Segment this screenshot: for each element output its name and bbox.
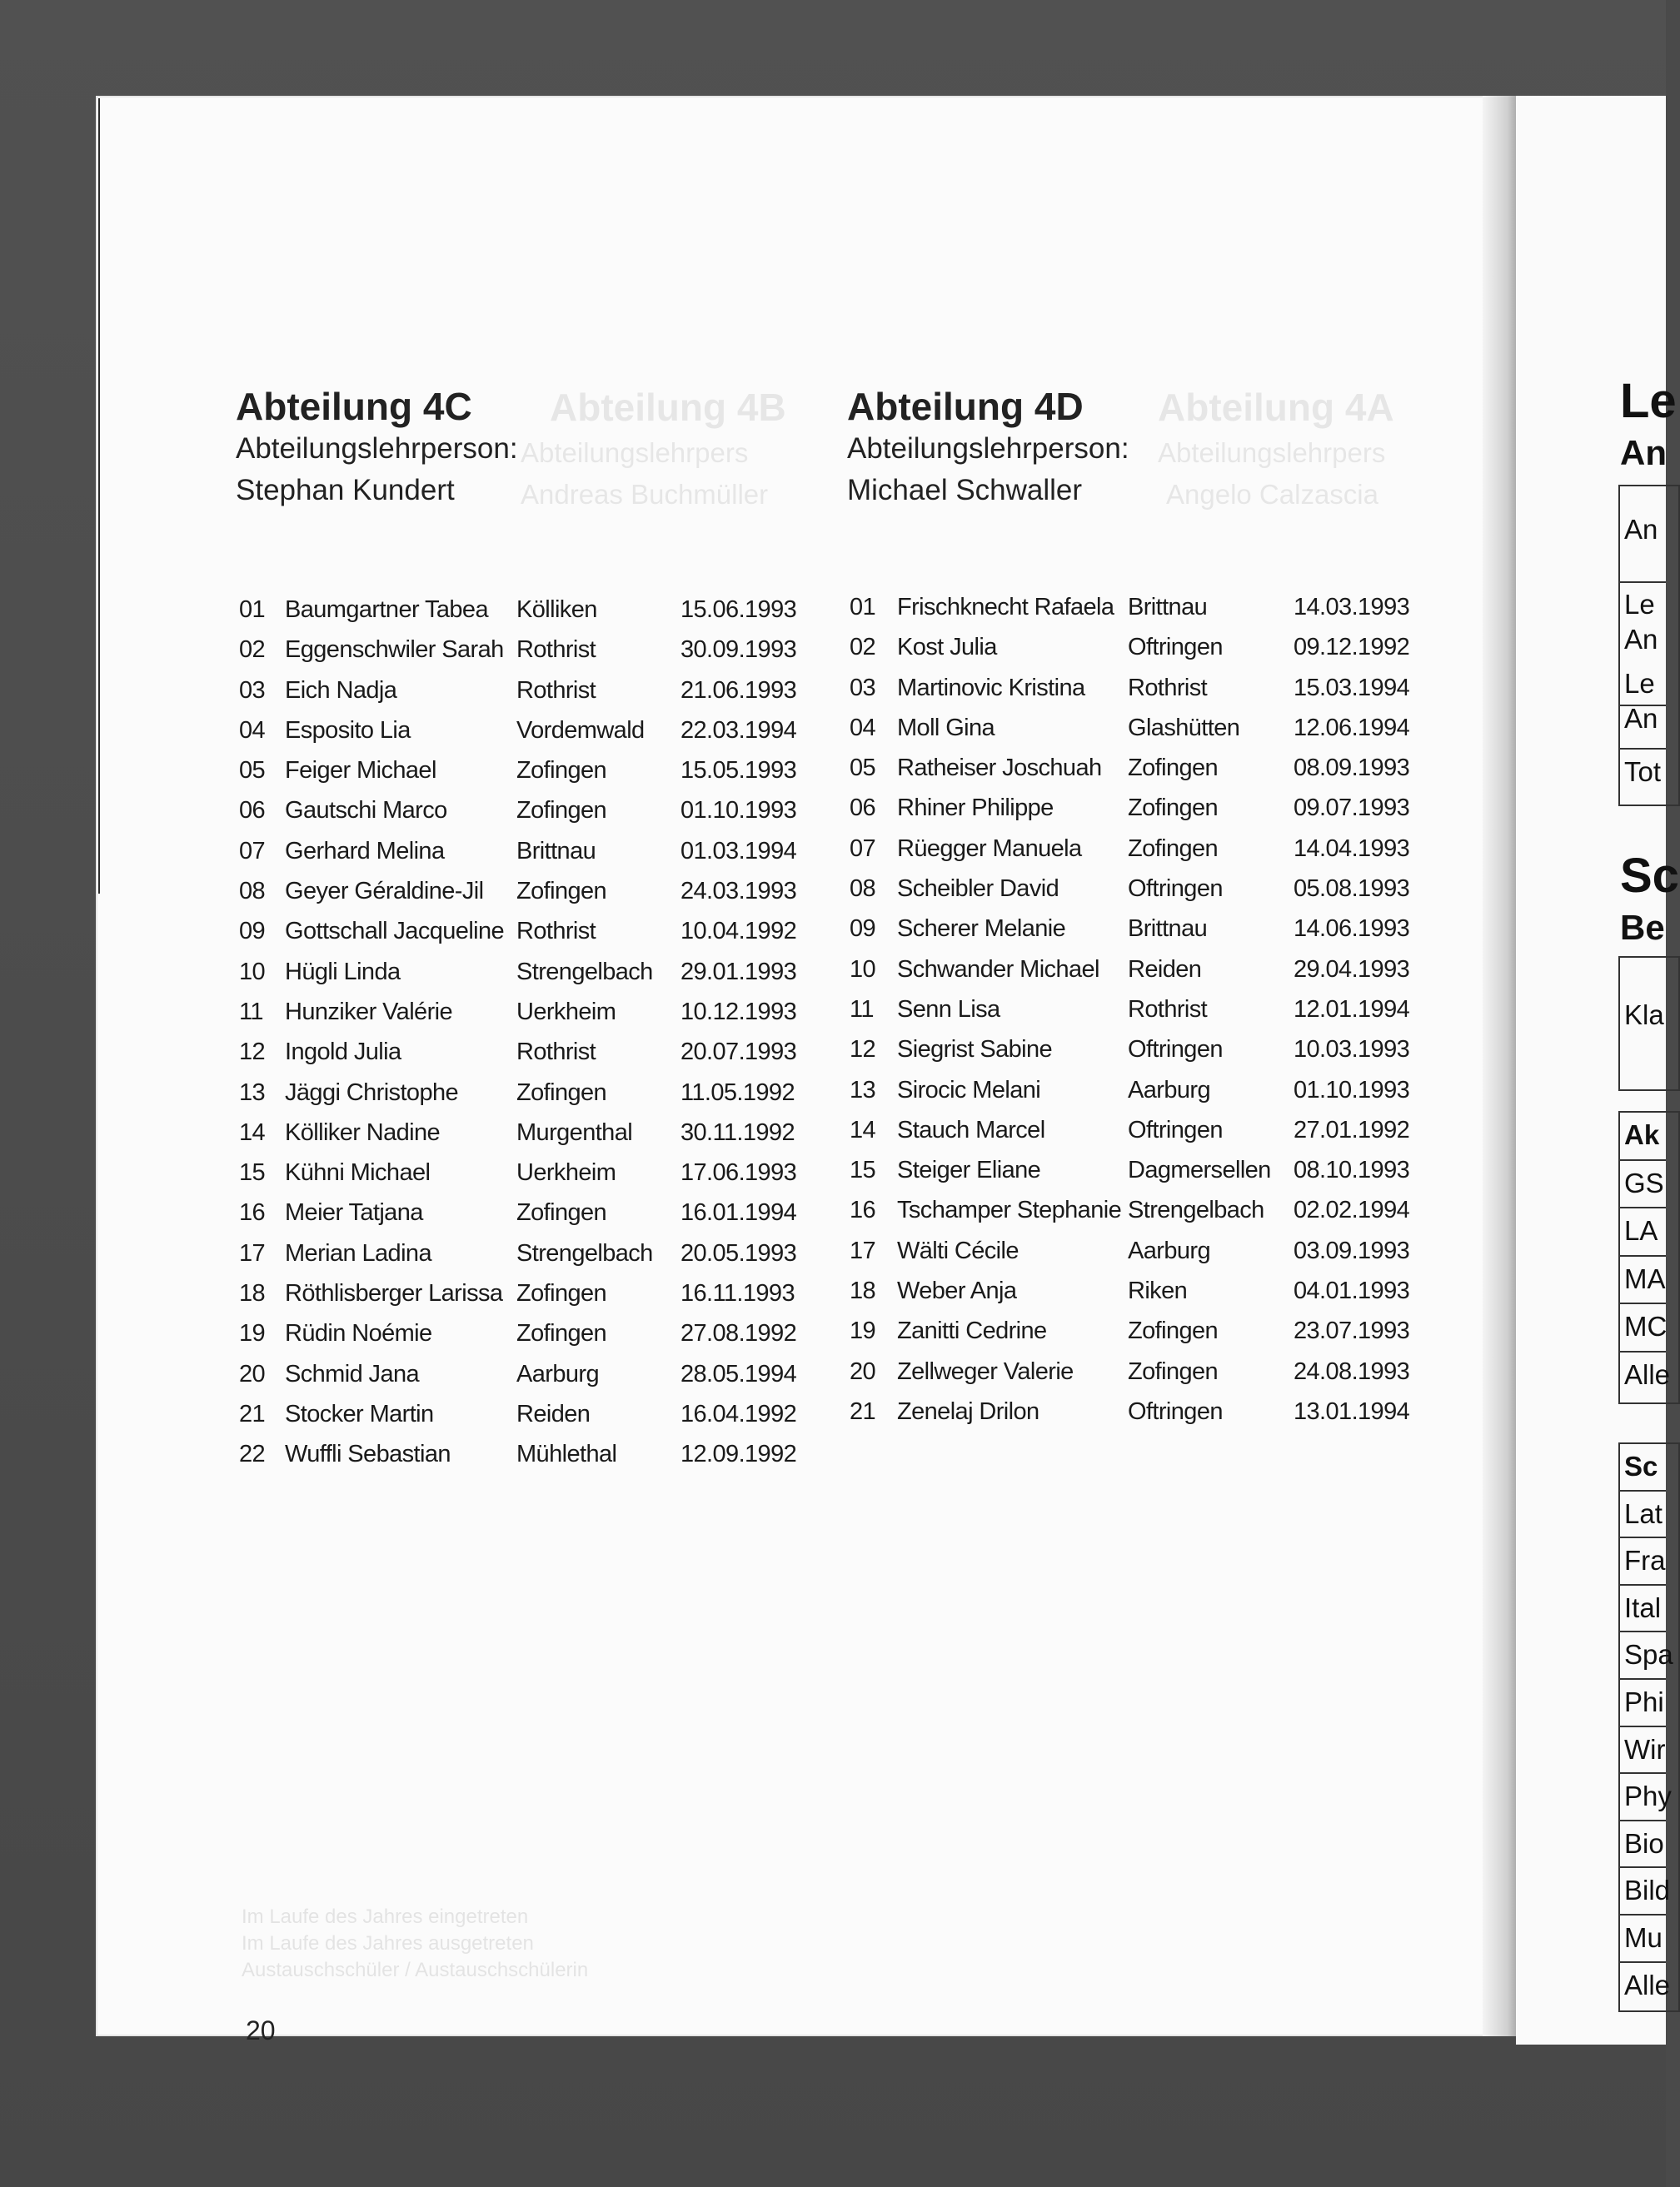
- student-name: Hunziker Valérie: [285, 998, 453, 1025]
- student-birthdate: 03.09.1993: [1294, 1237, 1410, 1264]
- student-birthdate: 14.04.1993: [1294, 834, 1410, 862]
- student-birthdate: 13.01.1994: [1294, 1397, 1410, 1425]
- student-place: Zofingen: [1128, 795, 1219, 822]
- student-name: Senn Lisa: [897, 995, 1000, 1023]
- student-name: Hügli Linda: [285, 958, 401, 985]
- section-4d-header: [847, 385, 1129, 511]
- student-birthdate: 02.02.1994: [1294, 1197, 1410, 1224]
- bleed-title-4a: Abteilung 4A: [1158, 386, 1394, 429]
- student-place: Zofingen: [1128, 1318, 1219, 1345]
- student-name: Wuffli Sebastian: [285, 1441, 451, 1468]
- student-birthdate: 14.03.1993: [1294, 594, 1410, 620]
- right-table-cell: Alle: [1624, 1969, 1671, 2000]
- student-birthdate: 01.10.1993: [680, 797, 797, 824]
- student-name: Gautschi Marco: [285, 797, 447, 824]
- student-row: [239, 1079, 805, 1119]
- right-table-cell: Phi: [1624, 1686, 1664, 1717]
- student-row: [850, 1157, 1433, 1197]
- right-table-divider: [1620, 1159, 1666, 1161]
- student-place: Zofingen: [1128, 755, 1219, 782]
- right-heading-2: An: [1620, 433, 1667, 472]
- student-birthdate: 27.08.1992: [680, 1320, 797, 1348]
- student-number: 02: [850, 634, 876, 661]
- student-birthdate: 16.01.1994: [680, 1199, 797, 1227]
- student-place: Uerkheim: [516, 998, 616, 1025]
- student-number: 18: [239, 1280, 266, 1308]
- student-row: [239, 1240, 805, 1280]
- page-number: 20: [246, 2015, 276, 2045]
- right-table-divider: [1620, 1255, 1666, 1257]
- student-birthdate: 04.01.1993: [1294, 1278, 1410, 1305]
- student-birthdate: 29.01.1993: [680, 958, 797, 985]
- student-birthdate: 09.12.1992: [1294, 634, 1410, 661]
- section-4d-teacher-name: Michael Schwaller: [847, 474, 1083, 506]
- bleed-footnote-3: Austauschschüler / Austauschschülerin: [242, 1959, 589, 1981]
- student-row: [239, 596, 805, 636]
- right-table-divider: [1620, 1866, 1666, 1868]
- student-birthdate: 05.08.1993: [1294, 875, 1410, 903]
- section-4c-title: Abteilung 4C: [236, 385, 472, 428]
- student-name: Zellweger Valerie: [897, 1358, 1074, 1385]
- right-table-cell: Wir: [1624, 1733, 1666, 1765]
- student-place: Kölliken: [516, 596, 597, 623]
- right-heading-1: Le: [1620, 374, 1677, 428]
- right-table-divider: [1620, 1584, 1666, 1586]
- right-table-1-cell: Le An: [1624, 589, 1658, 655]
- section-4c-teacher-label: Abteilungslehrperson:: [236, 432, 518, 465]
- student-place: Mühlethal: [516, 1441, 617, 1468]
- student-row: [850, 634, 1433, 674]
- student-birthdate: 11.05.1992: [680, 1079, 795, 1106]
- student-name: Gerhard Melina: [285, 837, 445, 864]
- student-place: Zofingen: [516, 1280, 607, 1308]
- student-name: Esposito Lia: [285, 716, 411, 744]
- student-number: 21: [850, 1397, 876, 1425]
- student-number: 13: [850, 1076, 876, 1103]
- student-number: 07: [239, 837, 266, 864]
- student-number: 19: [239, 1320, 266, 1348]
- student-name: Ingold Julia: [285, 1039, 401, 1066]
- student-number: 10: [850, 955, 876, 983]
- student-name: Eggenschwiler Sarah: [285, 636, 504, 664]
- student-name: Zenelaj Drilon: [897, 1397, 1039, 1425]
- bleed-sub-4b: Abteilungslehrpers: [521, 437, 749, 468]
- student-row: [239, 797, 805, 837]
- student-birthdate: 09.07.1993: [1294, 795, 1410, 822]
- student-name: Gottschall Jacqueline: [285, 918, 505, 945]
- student-number: 19: [850, 1318, 876, 1345]
- student-place: Aarburg: [1128, 1237, 1210, 1264]
- student-row: [239, 1280, 805, 1320]
- student-name: Tschamper Stephanie: [897, 1197, 1122, 1224]
- student-birthdate: 10.04.1992: [680, 918, 797, 945]
- right-table-2-cell: Kla: [1624, 999, 1664, 1030]
- student-place: Oftringen: [1128, 634, 1223, 661]
- student-place: Brittnau: [516, 837, 596, 864]
- student-row: [239, 878, 805, 918]
- student-birthdate: 22.03.1994: [680, 716, 797, 744]
- right-table-divider: [1620, 1820, 1666, 1821]
- student-number: 08: [850, 875, 876, 903]
- right-table-divider: [1620, 1303, 1666, 1304]
- student-number: 12: [850, 1036, 876, 1064]
- student-row: [239, 1401, 805, 1441]
- student-place: Rothrist: [1128, 674, 1208, 701]
- right-table-divider: [1620, 1772, 1666, 1774]
- student-name: Jäggi Christophe: [285, 1079, 459, 1106]
- student-birthdate: 30.09.1993: [680, 636, 797, 664]
- student-number: 01: [239, 596, 266, 623]
- right-heading-4: Be: [1620, 908, 1665, 947]
- student-number: 10: [239, 958, 266, 985]
- student-place: Brittnau: [1128, 915, 1208, 943]
- student-place: Aarburg: [1128, 1076, 1210, 1103]
- student-place: Zofingen: [1128, 1358, 1219, 1385]
- right-table-cell: LA: [1624, 1215, 1658, 1246]
- student-row: [239, 1199, 805, 1239]
- student-number: 20: [850, 1358, 876, 1385]
- student-name: Merian Ladina: [285, 1239, 431, 1267]
- student-row: [239, 717, 805, 757]
- right-table-divider: [1620, 1537, 1666, 1538]
- student-place: Zofingen: [1128, 834, 1219, 862]
- right-table-divider: [1620, 1207, 1666, 1208]
- right-table-divider: [1620, 1914, 1666, 1915]
- student-name: Rüegger Manuela: [897, 834, 1082, 862]
- student-name: Wälti Cécile: [897, 1237, 1019, 1264]
- student-place: Riken: [1128, 1278, 1188, 1305]
- student-birthdate: 24.03.1993: [680, 878, 797, 905]
- student-place: Zofingen: [516, 878, 607, 905]
- student-row: [239, 1361, 805, 1401]
- student-number: 03: [239, 676, 266, 704]
- student-birthdate: 16.11.1993: [680, 1280, 795, 1308]
- student-birthdate: 16.04.1992: [680, 1400, 797, 1427]
- student-row: [239, 959, 805, 999]
- student-place: Rothrist: [516, 676, 596, 704]
- student-birthdate: 14.06.1993: [1294, 915, 1410, 943]
- section-4d-teacher-label: Abteilungslehrperson:: [847, 432, 1129, 465]
- student-birthdate: 20.07.1993: [680, 1039, 797, 1066]
- student-number: 09: [850, 915, 876, 943]
- student-place: Rothrist: [516, 918, 596, 945]
- student-birthdate: 08.10.1993: [1294, 1157, 1410, 1184]
- student-number: 20: [239, 1360, 266, 1387]
- student-number: 05: [850, 755, 876, 782]
- page-edge-line: [98, 98, 118, 894]
- student-row: [239, 636, 805, 676]
- student-birthdate: 30.11.1992: [680, 1118, 795, 1146]
- student-list-4c: [239, 596, 805, 1482]
- right-table-1-cell: An: [1624, 514, 1658, 545]
- student-name: Röthlisberger Larissa: [285, 1280, 503, 1308]
- student-place: Zofingen: [516, 1199, 607, 1227]
- student-name: Scherer Melanie: [897, 915, 1066, 943]
- student-row: [850, 1036, 1433, 1076]
- bleed-footnote-1: Im Laufe des Jahres eingetreten: [242, 1906, 529, 1928]
- student-birthdate: 12.06.1994: [1294, 714, 1410, 741]
- right-table-cell: Alle: [1624, 1358, 1671, 1390]
- student-row: [850, 1117, 1433, 1157]
- right-table-cell: GS: [1624, 1167, 1664, 1198]
- student-place: Reiden: [516, 1400, 591, 1427]
- student-place: Rothrist: [1128, 995, 1208, 1023]
- student-name: Baumgartner Tabea: [285, 596, 488, 623]
- student-birthdate: 01.10.1993: [1294, 1076, 1410, 1103]
- student-number: 15: [239, 1159, 266, 1187]
- student-place: Dagmersellen: [1128, 1157, 1271, 1184]
- bleed-name-4b: Andreas Buchmüller: [521, 479, 769, 510]
- right-table-1-cell: Tot: [1624, 756, 1662, 787]
- student-place: Strengelbach: [516, 958, 653, 985]
- student-number: 11: [850, 995, 874, 1023]
- student-birthdate: 29.04.1993: [1294, 955, 1410, 983]
- bleed-footnote-2: Im Laufe des Jahres ausgetreten: [242, 1932, 534, 1955]
- student-place: Vordemwald: [516, 716, 645, 744]
- student-place: Rothrist: [516, 1039, 596, 1066]
- student-name: Martinovic Kristina: [897, 674, 1085, 701]
- right-table-divider: [1620, 1490, 1666, 1492]
- student-number: 13: [239, 1079, 266, 1106]
- student-birthdate: 21.06.1993: [680, 676, 797, 704]
- student-number: 12: [239, 1039, 266, 1066]
- right-table-cell: MC: [1624, 1311, 1668, 1342]
- student-row: [239, 1159, 805, 1199]
- student-number: 05: [239, 757, 266, 785]
- student-place: Zofingen: [516, 1320, 607, 1348]
- student-place: Murgenthal: [516, 1118, 633, 1146]
- student-place: Oftringen: [1128, 1036, 1223, 1064]
- student-birthdate: 01.03.1994: [680, 837, 797, 864]
- student-number: 03: [850, 674, 876, 701]
- student-number: 18: [850, 1278, 876, 1305]
- student-place: Uerkheim: [516, 1159, 616, 1187]
- student-number: 09: [239, 918, 266, 945]
- student-birthdate: 15.05.1993: [680, 757, 797, 785]
- student-name: Steiger Eliane: [897, 1157, 1041, 1184]
- bleed-sub-4a: Abteilungslehrpers: [1158, 437, 1386, 468]
- student-birthdate: 24.08.1993: [1294, 1358, 1410, 1385]
- student-number: 14: [850, 1116, 876, 1143]
- student-row: [850, 1318, 1433, 1358]
- student-row: [239, 999, 805, 1039]
- right-table-cell: Ital: [1624, 1592, 1662, 1623]
- right-table-1-divider: [1620, 581, 1666, 583]
- student-name: Stauch Marcel: [897, 1116, 1045, 1143]
- student-birthdate: 20.05.1993: [680, 1239, 797, 1267]
- student-place: Aarburg: [516, 1360, 599, 1387]
- student-list-4d: [850, 594, 1433, 1438]
- student-name: Rüdin Noémie: [285, 1320, 432, 1348]
- right-table-cell: Sc: [1624, 1451, 1658, 1482]
- student-place: Zofingen: [516, 797, 607, 824]
- student-row: [850, 1358, 1433, 1398]
- student-number: 17: [850, 1237, 876, 1264]
- student-number: 17: [239, 1239, 266, 1267]
- student-row: [239, 757, 805, 797]
- student-number: 14: [239, 1118, 266, 1146]
- student-place: Zofingen: [516, 1079, 607, 1106]
- student-name: Sirocic Melani: [897, 1076, 1041, 1103]
- student-row: [850, 1197, 1433, 1237]
- student-birthdate: 17.06.1993: [680, 1159, 797, 1187]
- student-row: [850, 755, 1433, 795]
- student-birthdate: 12.09.1992: [680, 1441, 797, 1468]
- student-name: Meier Tatjana: [285, 1199, 423, 1227]
- student-place: Reiden: [1128, 955, 1202, 983]
- student-row: [239, 918, 805, 958]
- student-place: Rothrist: [516, 636, 596, 664]
- student-row: [850, 1077, 1433, 1117]
- student-row: [850, 996, 1433, 1036]
- student-name: Ratheiser Joschuah: [897, 755, 1102, 782]
- student-row: [850, 835, 1433, 875]
- student-number: 02: [239, 636, 266, 664]
- student-name: Frischknecht Rafaela: [897, 594, 1114, 620]
- student-row: [850, 875, 1433, 915]
- section-4d-title: Abteilung 4D: [847, 385, 1084, 428]
- student-birthdate: 15.03.1994: [1294, 674, 1410, 701]
- student-row: [239, 1039, 805, 1079]
- student-row: [239, 1119, 805, 1159]
- student-birthdate: 10.12.1993: [680, 998, 797, 1025]
- right-table-divider: [1620, 1351, 1666, 1353]
- student-row: [850, 1398, 1433, 1438]
- student-number: 22: [239, 1441, 266, 1468]
- student-row: [850, 956, 1433, 996]
- student-row: [850, 675, 1433, 715]
- student-name: Eich Nadja: [285, 676, 397, 704]
- student-name: Siegrist Sabine: [897, 1036, 1053, 1064]
- student-name: Kölliker Nadine: [285, 1118, 441, 1146]
- student-number: 04: [850, 714, 876, 741]
- student-row: [850, 915, 1433, 955]
- right-table-cell: MA: [1624, 1263, 1666, 1294]
- student-number: 21: [239, 1400, 266, 1427]
- student-birthdate: 28.05.1994: [680, 1360, 797, 1387]
- right-heading-3: Sc: [1620, 849, 1679, 903]
- student-row: [850, 715, 1433, 755]
- student-row: [850, 594, 1433, 634]
- student-birthdate: 27.01.1992: [1294, 1116, 1410, 1143]
- student-birthdate: 23.07.1993: [1294, 1318, 1410, 1345]
- student-number: 06: [239, 797, 266, 824]
- student-number: 16: [239, 1199, 266, 1227]
- right-table-divider: [1620, 1678, 1666, 1680]
- right-table-cell: Bild: [1624, 1875, 1671, 1906]
- student-birthdate: 15.06.1993: [680, 596, 797, 623]
- student-birthdate: 10.03.1993: [1294, 1036, 1410, 1064]
- student-name: Schwander Michael: [897, 955, 1099, 983]
- section-4c-header: [236, 385, 518, 511]
- right-table-1-divider: [1620, 748, 1666, 750]
- right-table-cell: Ak: [1624, 1119, 1660, 1150]
- student-place: Strengelbach: [516, 1239, 653, 1267]
- student-place: Zofingen: [516, 757, 607, 785]
- right-table-divider: [1620, 1961, 1666, 1963]
- student-name: Kühni Michael: [285, 1159, 431, 1187]
- student-name: Zanitti Cedrine: [897, 1318, 1047, 1345]
- student-name: Weber Anja: [897, 1278, 1017, 1305]
- right-table-1-cell: Le An: [1624, 668, 1658, 734]
- right-table-cell: Fra: [1624, 1545, 1666, 1577]
- student-number: 16: [850, 1197, 876, 1224]
- student-place: Oftringen: [1128, 1116, 1223, 1143]
- right-table-cell: Bio: [1624, 1827, 1664, 1859]
- student-name: Schmid Jana: [285, 1360, 420, 1387]
- student-row: [850, 795, 1433, 834]
- student-row: [239, 838, 805, 878]
- student-number: 15: [850, 1157, 876, 1184]
- student-birthdate: 12.01.1994: [1294, 995, 1410, 1023]
- student-name: Feiger Michael: [285, 757, 436, 785]
- student-number: 08: [239, 878, 266, 905]
- student-name: Moll Gina: [897, 714, 995, 741]
- student-number: 06: [850, 795, 876, 822]
- bleed-title-4b: Abteilung 4B: [550, 386, 786, 429]
- student-place: Oftringen: [1128, 1397, 1223, 1425]
- student-place: Strengelbach: [1128, 1197, 1264, 1224]
- student-row: [239, 1441, 805, 1481]
- student-number: 11: [239, 998, 263, 1025]
- student-place: Glashütten: [1128, 714, 1240, 741]
- right-table-cell: Phy: [1624, 1781, 1672, 1812]
- student-name: Kost Julia: [897, 634, 997, 661]
- student-name: Geyer Géraldine-Jil: [285, 878, 484, 905]
- student-place: Brittnau: [1128, 594, 1208, 620]
- student-name: Scheibler David: [897, 875, 1059, 903]
- student-row: [239, 1320, 805, 1360]
- student-row: [850, 1238, 1433, 1278]
- student-row: [239, 677, 805, 717]
- section-4c-teacher-name: Stephan Kundert: [236, 474, 455, 506]
- student-name: Rhiner Philippe: [897, 795, 1054, 822]
- student-number: 01: [850, 594, 876, 620]
- student-name: Stocker Martin: [285, 1400, 434, 1427]
- student-number: 07: [850, 834, 876, 862]
- student-number: 04: [239, 716, 266, 744]
- student-row: [850, 1278, 1433, 1318]
- right-table-divider: [1620, 1726, 1666, 1727]
- right-table-divider: [1620, 1631, 1666, 1632]
- student-place: Oftringen: [1128, 875, 1223, 903]
- student-birthdate: 08.09.1993: [1294, 755, 1410, 782]
- right-table-cell: Lat: [1624, 1497, 1663, 1529]
- right-table-cell: Mu: [1624, 1922, 1663, 1953]
- bleed-name-4a: Angelo Calzascia: [1166, 479, 1378, 510]
- right-table-cell: Spa: [1624, 1639, 1673, 1671]
